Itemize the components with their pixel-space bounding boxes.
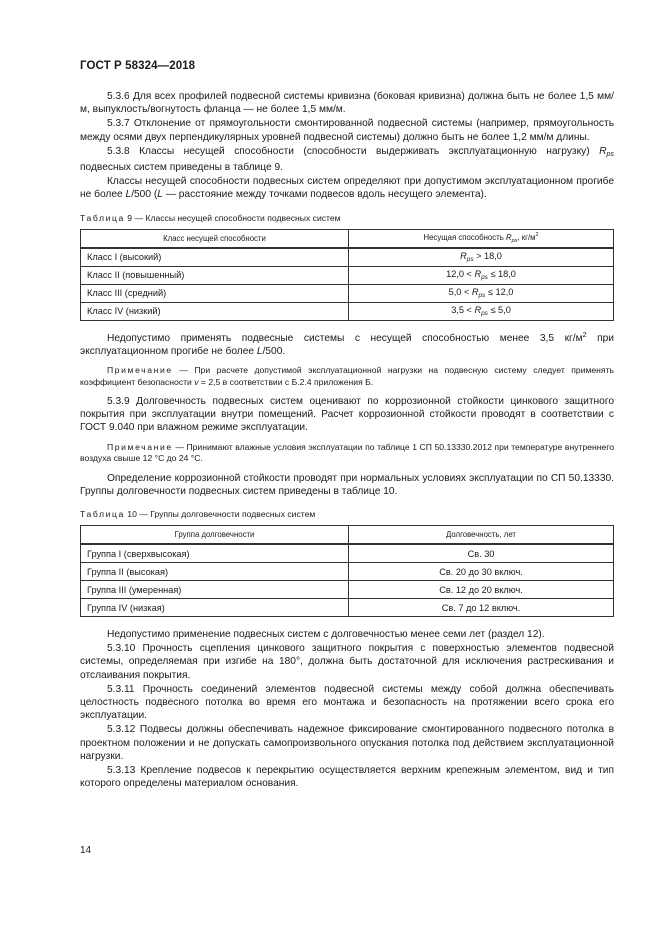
main-content [80, 90, 614, 790]
caption-text: 10 — Группы долговечности подвесных систем [124, 509, 316, 520]
rps-subscript: ps [511, 237, 518, 244]
l-symbol: L [256, 345, 263, 357]
table-header-row [81, 526, 614, 545]
standard-header: ГОСТ Р 58324—2018 [80, 60, 196, 72]
note-humid-conditions [80, 442, 614, 465]
paragraph-5-3-10: 5.3.10 Прочность сцепления цинкового защитного покрытия с поверхностью элементов подвесной системы, определяемая при изгибе на 180°, должна быть достаточной для исключения растрескивания и отслаивания покрытия. [80, 643, 614, 681]
capacity-cell [349, 248, 614, 267]
table-row [81, 599, 614, 617]
capacity-cell [349, 266, 614, 284]
text-span: , кг/м [517, 232, 536, 242]
text-span: = 2,5 в соответствии с Б.2.4 приложения Б. [198, 376, 374, 387]
paragraph-5-3-8 [80, 145, 614, 174]
table-row [81, 581, 614, 599]
paragraph-5-3-12: 5.3.12 Подвесы должны обеспечивать надежное фиксирование смонтированного подвесного потолка в проектном положении и не допускать самопроизвольного опускания потолка под действием эксплуатационной нагрузки. [80, 724, 614, 762]
caption-text: 9 — Классы несущей способности подвесных систем [124, 212, 341, 223]
v-symbol: v [194, 376, 199, 387]
table-header-row [81, 229, 614, 248]
text-span: — При расчете допустимой эксплуатационной нагрузки на подвесную систему следует применять коэффициент безопасности [80, 365, 614, 387]
paragraph-5-3-7: 5.3.7 Отклонение от прямоугольности смонтированной подвесной системы (например, прямоугольность между осями двух перпендикулярных уровней подвесной системы) должно быть не более 1,2 мм/м длины. [80, 118, 614, 143]
superscript: 2 [535, 231, 539, 238]
text-span: ≤ 5,0 [487, 305, 511, 316]
text-span: 3,5 < [451, 305, 475, 316]
group-cell: Группа II (высокая) [81, 563, 349, 581]
superscript: 2 [582, 330, 587, 339]
note-safety-factor [80, 365, 614, 388]
text-span: /500. [262, 345, 286, 357]
text-span: 12,0 < [446, 269, 475, 280]
years-cell: Св. 7 до 12 включ. [349, 599, 614, 617]
paragraph-5-3-9: 5.3.9 Долговечность подвесных систем оценивают по коррозионной стойкости цинкового защитного покрытия при эксплуатации внутри помещений. Расчет коррозионной стойкости проводят в соответствии с ГОСТ 9.040 при влажном режиме эксплуатации. [80, 396, 614, 434]
rps-symbol: R [460, 251, 467, 262]
note-label: Примечание [107, 365, 173, 376]
caption-label: Таблица [80, 212, 125, 223]
text-span: Недопустимо применять подвесные системы с несущей способностью менее 3,5 кг/м [107, 332, 583, 344]
header-durability-years: Долговечность, лет [349, 526, 614, 545]
paragraph-min-durability: Недопустимо применение подвесных систем с долговечностью менее семи лет (раздел 12). [107, 629, 545, 641]
rps-subscript: ps [466, 256, 474, 264]
table-row [81, 284, 614, 302]
table-row [81, 544, 614, 563]
l-symbol: L [125, 189, 132, 201]
text-span: ≤ 18,0 [487, 269, 516, 280]
header-load-class: Класс несущей способности [81, 229, 349, 248]
table-10 [80, 525, 614, 617]
caption-label: Таблица [80, 509, 125, 520]
page-number: 14 [80, 845, 92, 856]
class-cell: Класс II (повышенный) [81, 266, 349, 284]
group-cell: Группа III (умеренная) [81, 581, 349, 599]
capacity-cell [349, 302, 614, 320]
text-span: Классы несущей способности подвесных систем определяют при допустимом эксплуатационном прогибе не более [80, 176, 614, 201]
text-span: Несущая способность [423, 232, 506, 242]
text-span: — расстояние между точками подвесов вдоль несущего элемента). [162, 189, 487, 201]
table-row [81, 302, 614, 320]
years-cell: Св. 20 до 30 включ. [349, 563, 614, 581]
rps-subscript: ps [481, 274, 488, 282]
header-durability-group: Группа долговечности [81, 526, 349, 545]
class-cell: Класс III (средний) [81, 284, 349, 302]
group-cell: Группа I (сверхвысокая) [81, 544, 349, 563]
rps-subscript: ps [481, 310, 488, 318]
rps-subscript: ps [478, 292, 486, 300]
table-10-caption [80, 509, 614, 520]
paragraph-min-capacity [80, 332, 614, 358]
text-span: при эксплуатационном прогибе не более [80, 332, 614, 357]
header-load-capacity [349, 229, 614, 248]
rps-symbol: R [471, 287, 479, 298]
table-row [81, 563, 614, 581]
text-span: подвесных систем приведены в таблице 9. [80, 162, 283, 174]
text-span: /500 ( [131, 189, 158, 201]
paragraph-load-classes [80, 175, 614, 201]
text-span: > 18,0 [473, 251, 502, 262]
table-row [81, 248, 614, 267]
class-cell: Класс I (высокий) [81, 248, 349, 267]
rps-symbol: R [474, 305, 482, 316]
text-span: ≤ 12,0 [485, 287, 514, 298]
rps-subscript: ps [606, 149, 614, 158]
capacity-cell [349, 284, 614, 302]
paragraph-5-3-6: 5.3.6 Для всех профилей подвесной системы кривизна (боковая кривизна) должна быть не более 1,5 мм/м, выпуклость/вогнутость фланца — не более 1,5 мм/м. [80, 91, 614, 116]
table-row [81, 266, 614, 284]
table-9-caption [80, 213, 614, 224]
text-span: 5,0 < [448, 287, 472, 298]
table-9 [80, 229, 614, 321]
note-label: Примечание [107, 441, 173, 452]
l-symbol: L [157, 189, 163, 201]
years-cell: Св. 12 до 20 включ. [349, 581, 614, 599]
rps-symbol: R [474, 269, 482, 280]
paragraph-corrosion-definition: Определение коррозионной стойкости проводят при нормальных условиях эксплуатации по СП 50.13330. Группы долговечности подвесных систем приведены в таблице 10. [80, 472, 614, 497]
rps-symbol: R [505, 232, 512, 242]
paragraph-5-3-11: 5.3.11 Прочность соединений элементов подвесной системы между собой должна обеспечивать целостность подвесного потолка во время его монтажа и безопасность на протяжении всего срока его эксплуатации. [80, 683, 614, 722]
years-cell: Св. 30 [349, 544, 614, 563]
paragraph-5-3-13: 5.3.13 Крепление подвесов к перекрытию осуществляется верхним крепежным элементом, вид и тип которого определены материалом основания. [80, 765, 614, 790]
text-span: — Принимают влажные условия эксплуатации по таблице 1 СП 50.13330.2012 при температуре внутреннего воздуха свыше 12 °С до 24 °С. [80, 441, 614, 464]
rps-symbol: R [599, 145, 607, 157]
text-span: 5.3.8 Классы несущей способности (способности выдерживать эксплуатационную нагрузку) [107, 145, 600, 157]
class-cell: Класс IV (низкий) [81, 302, 349, 320]
group-cell: Группа IV (низкая) [81, 599, 349, 617]
